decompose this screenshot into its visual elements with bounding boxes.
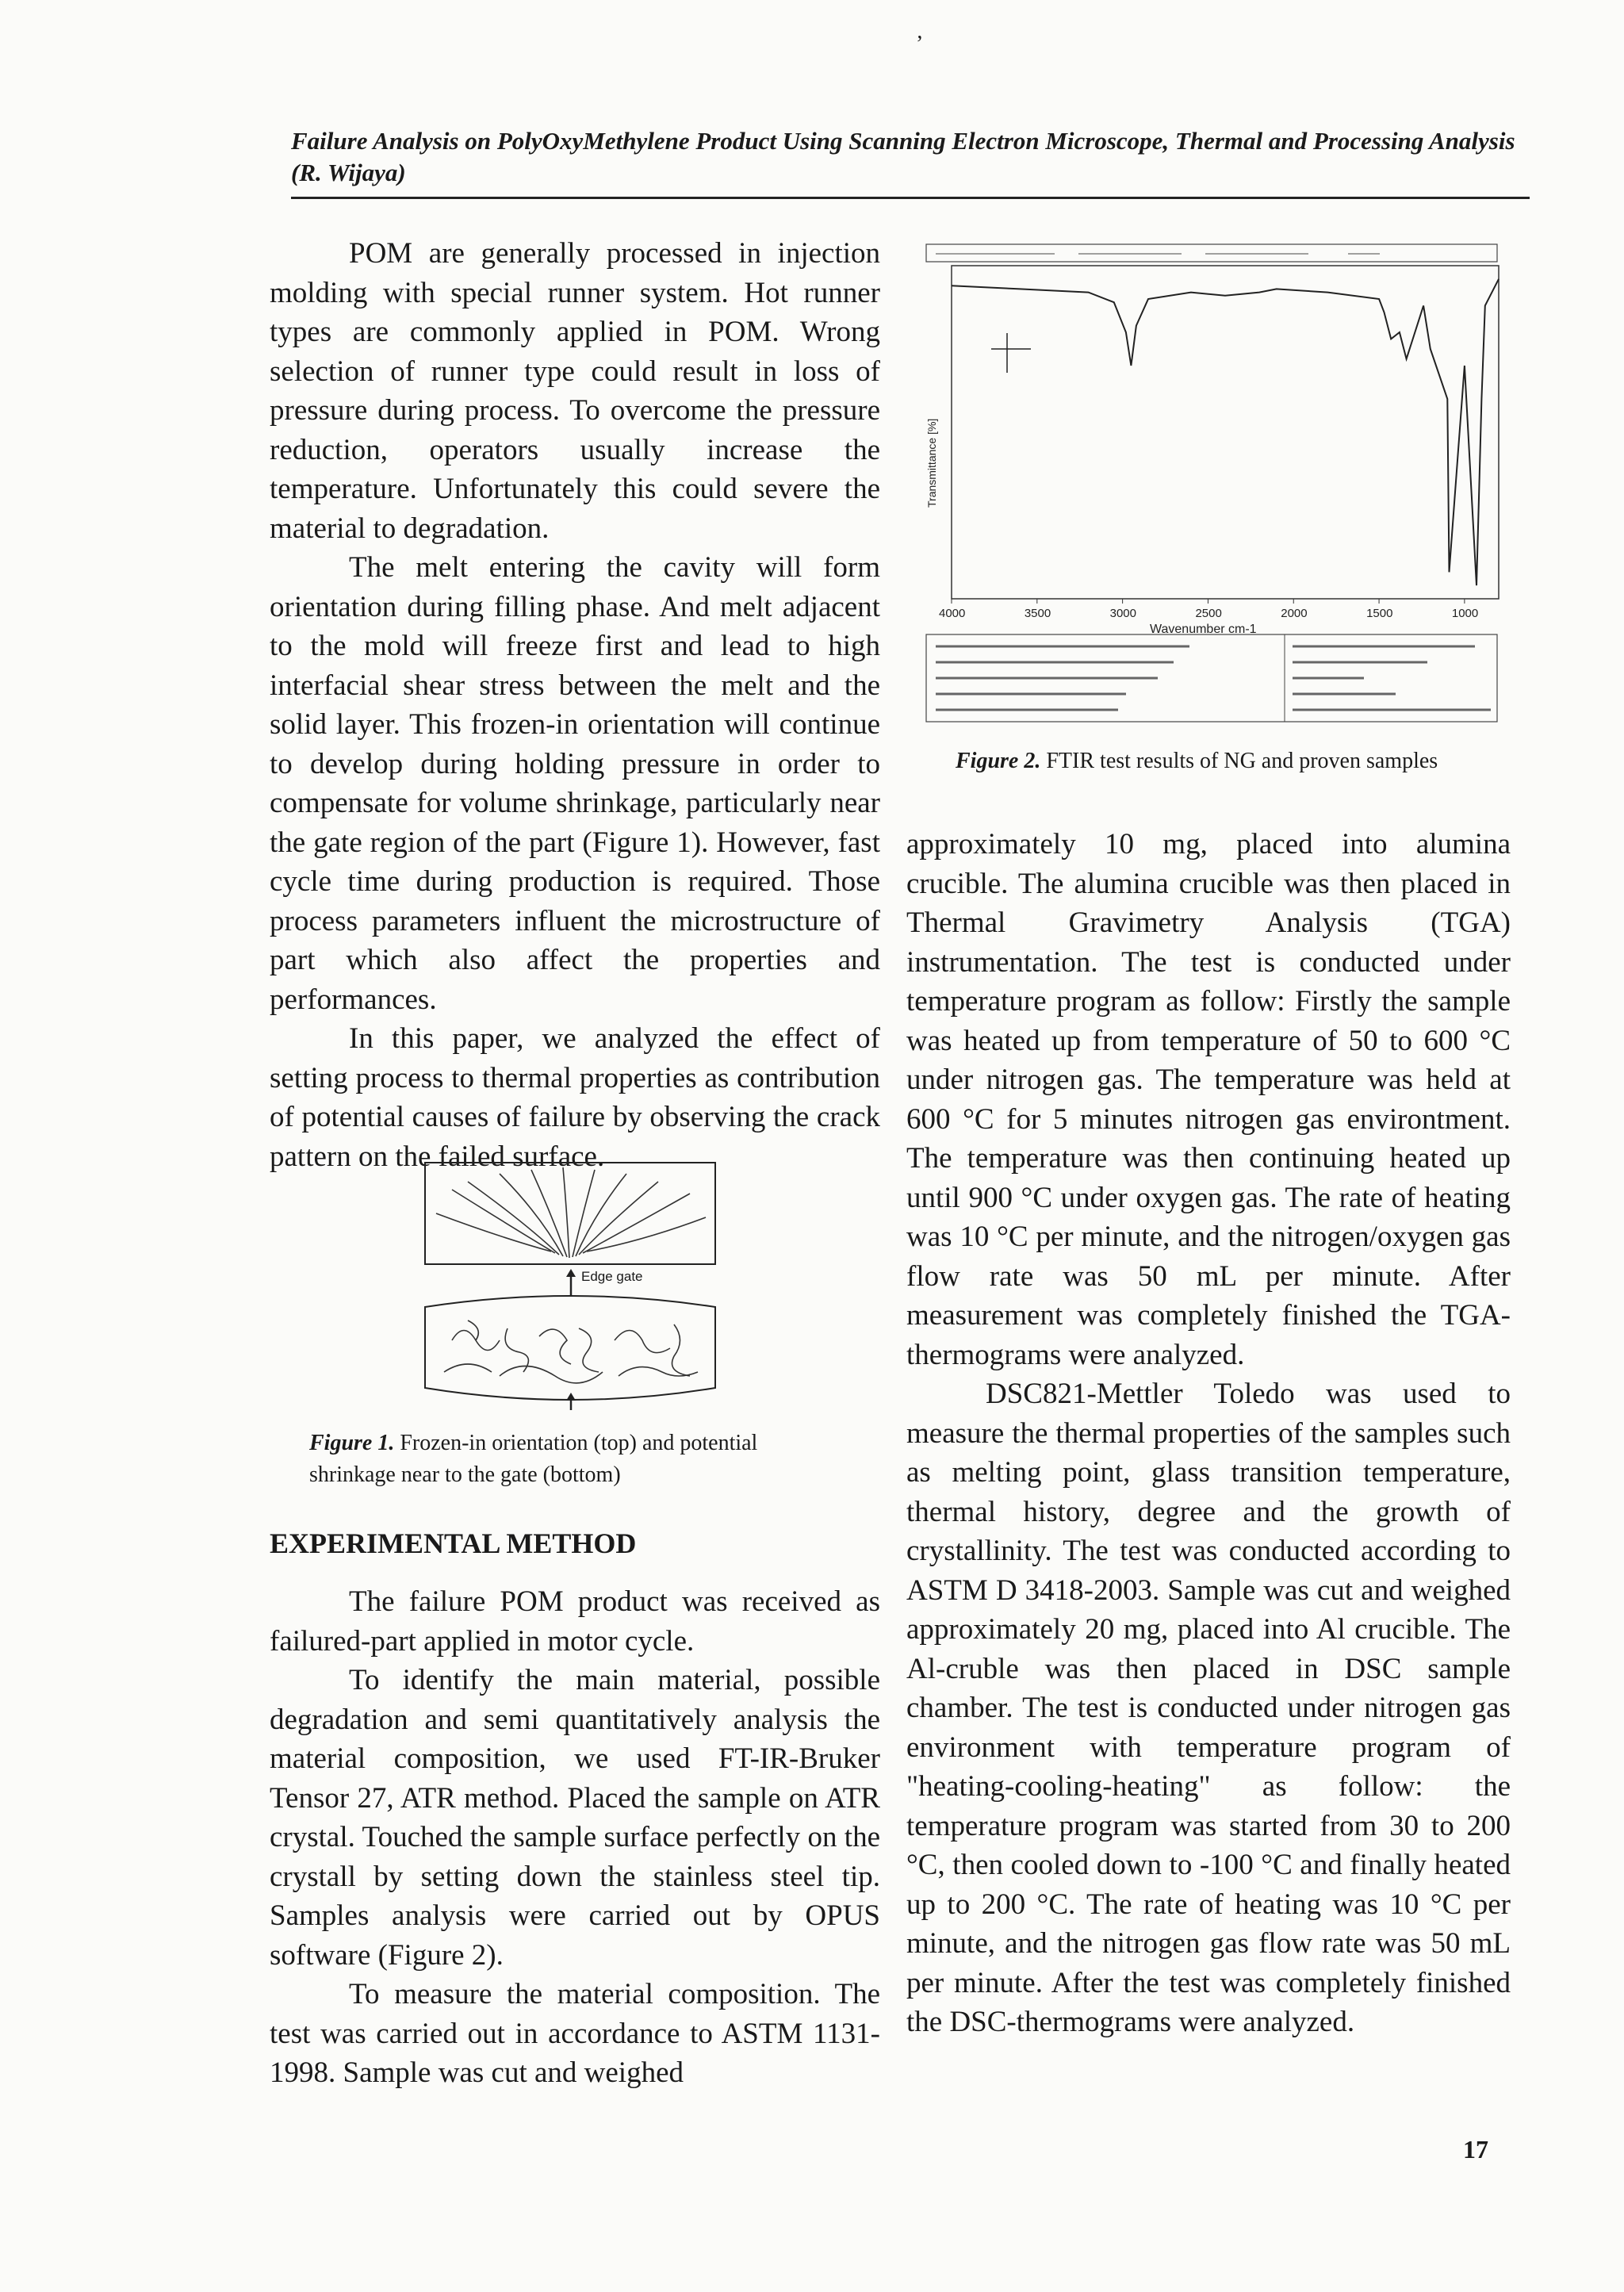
paragraph: In this paper, we analyzed the effect of setting process to thermal properties as contribution of potential causes of failure by observing the crack pattern on the failed surface. xyxy=(270,1022,880,1173)
paragraph: The melt entering the cavity will form orientation during filling phase. And melt adjacent to the mold will freeze first and lead to high interfacial shear stress between the melt and the solid layer. This frozen-in orientation will continue to develop during holding pressure in order to compensate for volume shrinkage, particularly near the gate region of the part (Figure 1). However, fast cycle time during production is required. Those process parameters influent the microstructure of part which also affect the properties and performances. xyxy=(270,551,880,1016)
plot-frame xyxy=(952,266,1499,599)
x-tick-label: 2000 xyxy=(1281,607,1308,620)
right-text xyxy=(906,825,1511,2042)
edge-gate-label: Edge gate xyxy=(581,1269,643,1284)
paragraph: approximately 10 mg, placed into alumina crucible. The alumina crucible was then placed in Thermal Gravimetry Analysis (TGA) instrumentation. The test is conducted under temperature program as follow: Firstly the sample was heated up from temperature of 50 to 600 °C under nitrogen gas. The temperature was held at 600 °C for 5 minutes nitrogen gas environtment. The temperature was then continuing heated up until 900 °C under oxygen gas. The rate of heating was 10 °C per minute, and the nitrogen/oxygen gas flow rate was 50 mL per minute. After measurement was completely finished the TGA-thermograms were analyzed. xyxy=(906,828,1511,1371)
figure-1 xyxy=(420,1158,722,1412)
paragraph: To identify the main material, possible degradation and semi quantitatively analysis the material composition, we used FT-IR-Bruker Tensor 27, ATR method. Placed the sample on ATR crystal. Touched the sample surface perfectly on the crystall by setting down the stainless steel tip. Samples analysis were carried out by OPUS software (Figure 2). xyxy=(270,1664,880,1972)
header-rule xyxy=(291,197,1530,199)
figure-2-caption: Figure 2. FTIR test results of NG and proven samples xyxy=(956,749,1438,773)
left-method xyxy=(270,1582,880,2093)
x-tick-label: 1500 xyxy=(1366,607,1393,620)
chart-top-strip xyxy=(926,244,1497,262)
figure-2 xyxy=(920,238,1507,730)
paragraph: The failure POM product was received as failured-part applied in motor cycle. xyxy=(270,1585,880,1658)
top-mark: ’ xyxy=(916,32,924,56)
page-number: 17 xyxy=(1463,2135,1488,2164)
x-tick-label: 3000 xyxy=(1109,607,1136,620)
x-tick-label: 1000 xyxy=(1451,607,1479,620)
figure-1-diagram xyxy=(420,1158,722,1412)
left-intro xyxy=(270,234,880,1176)
paragraph: DSC821-Mettler Toledo was used to measure the thermal properties of the samples such as melting point, glass transition temperature, thermal history, degree and the growth of crystallinity. The test was conducted according to ASTM D 3418-2003. Sample was cut and weighed approximately 20 mg, placed into Al crucible. The Al-cruble was then placed in DSC sample chamber. The test is conducted under nitrogen gas environment with temperature program of "heating-cooling-heating" as follow: the temperature program was started from 30 to 200 °C, then cooled down to -100 °C and finally heated up to 200 °C. The rate of heating was 10 °C per minute, and the nitrogen gas flow rate was 50 mL per minute. After the test was completely finished the DSC-thermograms were analyzed. xyxy=(906,1378,1511,2038)
section-heading: EXPERIMENTAL METHOD xyxy=(270,1527,637,1559)
x-tick-label: 2500 xyxy=(1195,607,1222,620)
crosshair-marker xyxy=(991,333,1031,373)
x-axis-label: Wavenumber cm-1 xyxy=(1150,623,1257,636)
series-line xyxy=(952,279,1499,585)
ftir-chart xyxy=(920,238,1507,730)
x-tick-label: 3500 xyxy=(1024,607,1051,620)
chart-info-noise xyxy=(936,646,1491,710)
running-title: Failure Analysis on PolyOxyMethylene Product Using Scanning Electron Microscope, Thermal and Processing Analysis (R. Wijaya) xyxy=(291,127,1515,186)
figure-1-caption: Figure 1. Frozen-in orientation (top) and potential shrinkage near to the gate (bottom) xyxy=(309,1431,758,1487)
paragraph: To measure the material composition. The test was carried out in accordance to ASTM 1131-1998. Sample was cut and weighed xyxy=(270,1978,880,2089)
y-axis-label: Transmittance [%] xyxy=(925,418,938,508)
x-tick-label: 4000 xyxy=(939,607,966,620)
paragraph: POM are generally processed in injection molding with special runner system. Hot runner types are commonly applied in POM. Wrong selection of runner type could result in loss of pressure during process. To overcome the pressure reduction, operators usually increase the temperature. Unfortunately this could severe the material to degradation. xyxy=(270,237,880,545)
